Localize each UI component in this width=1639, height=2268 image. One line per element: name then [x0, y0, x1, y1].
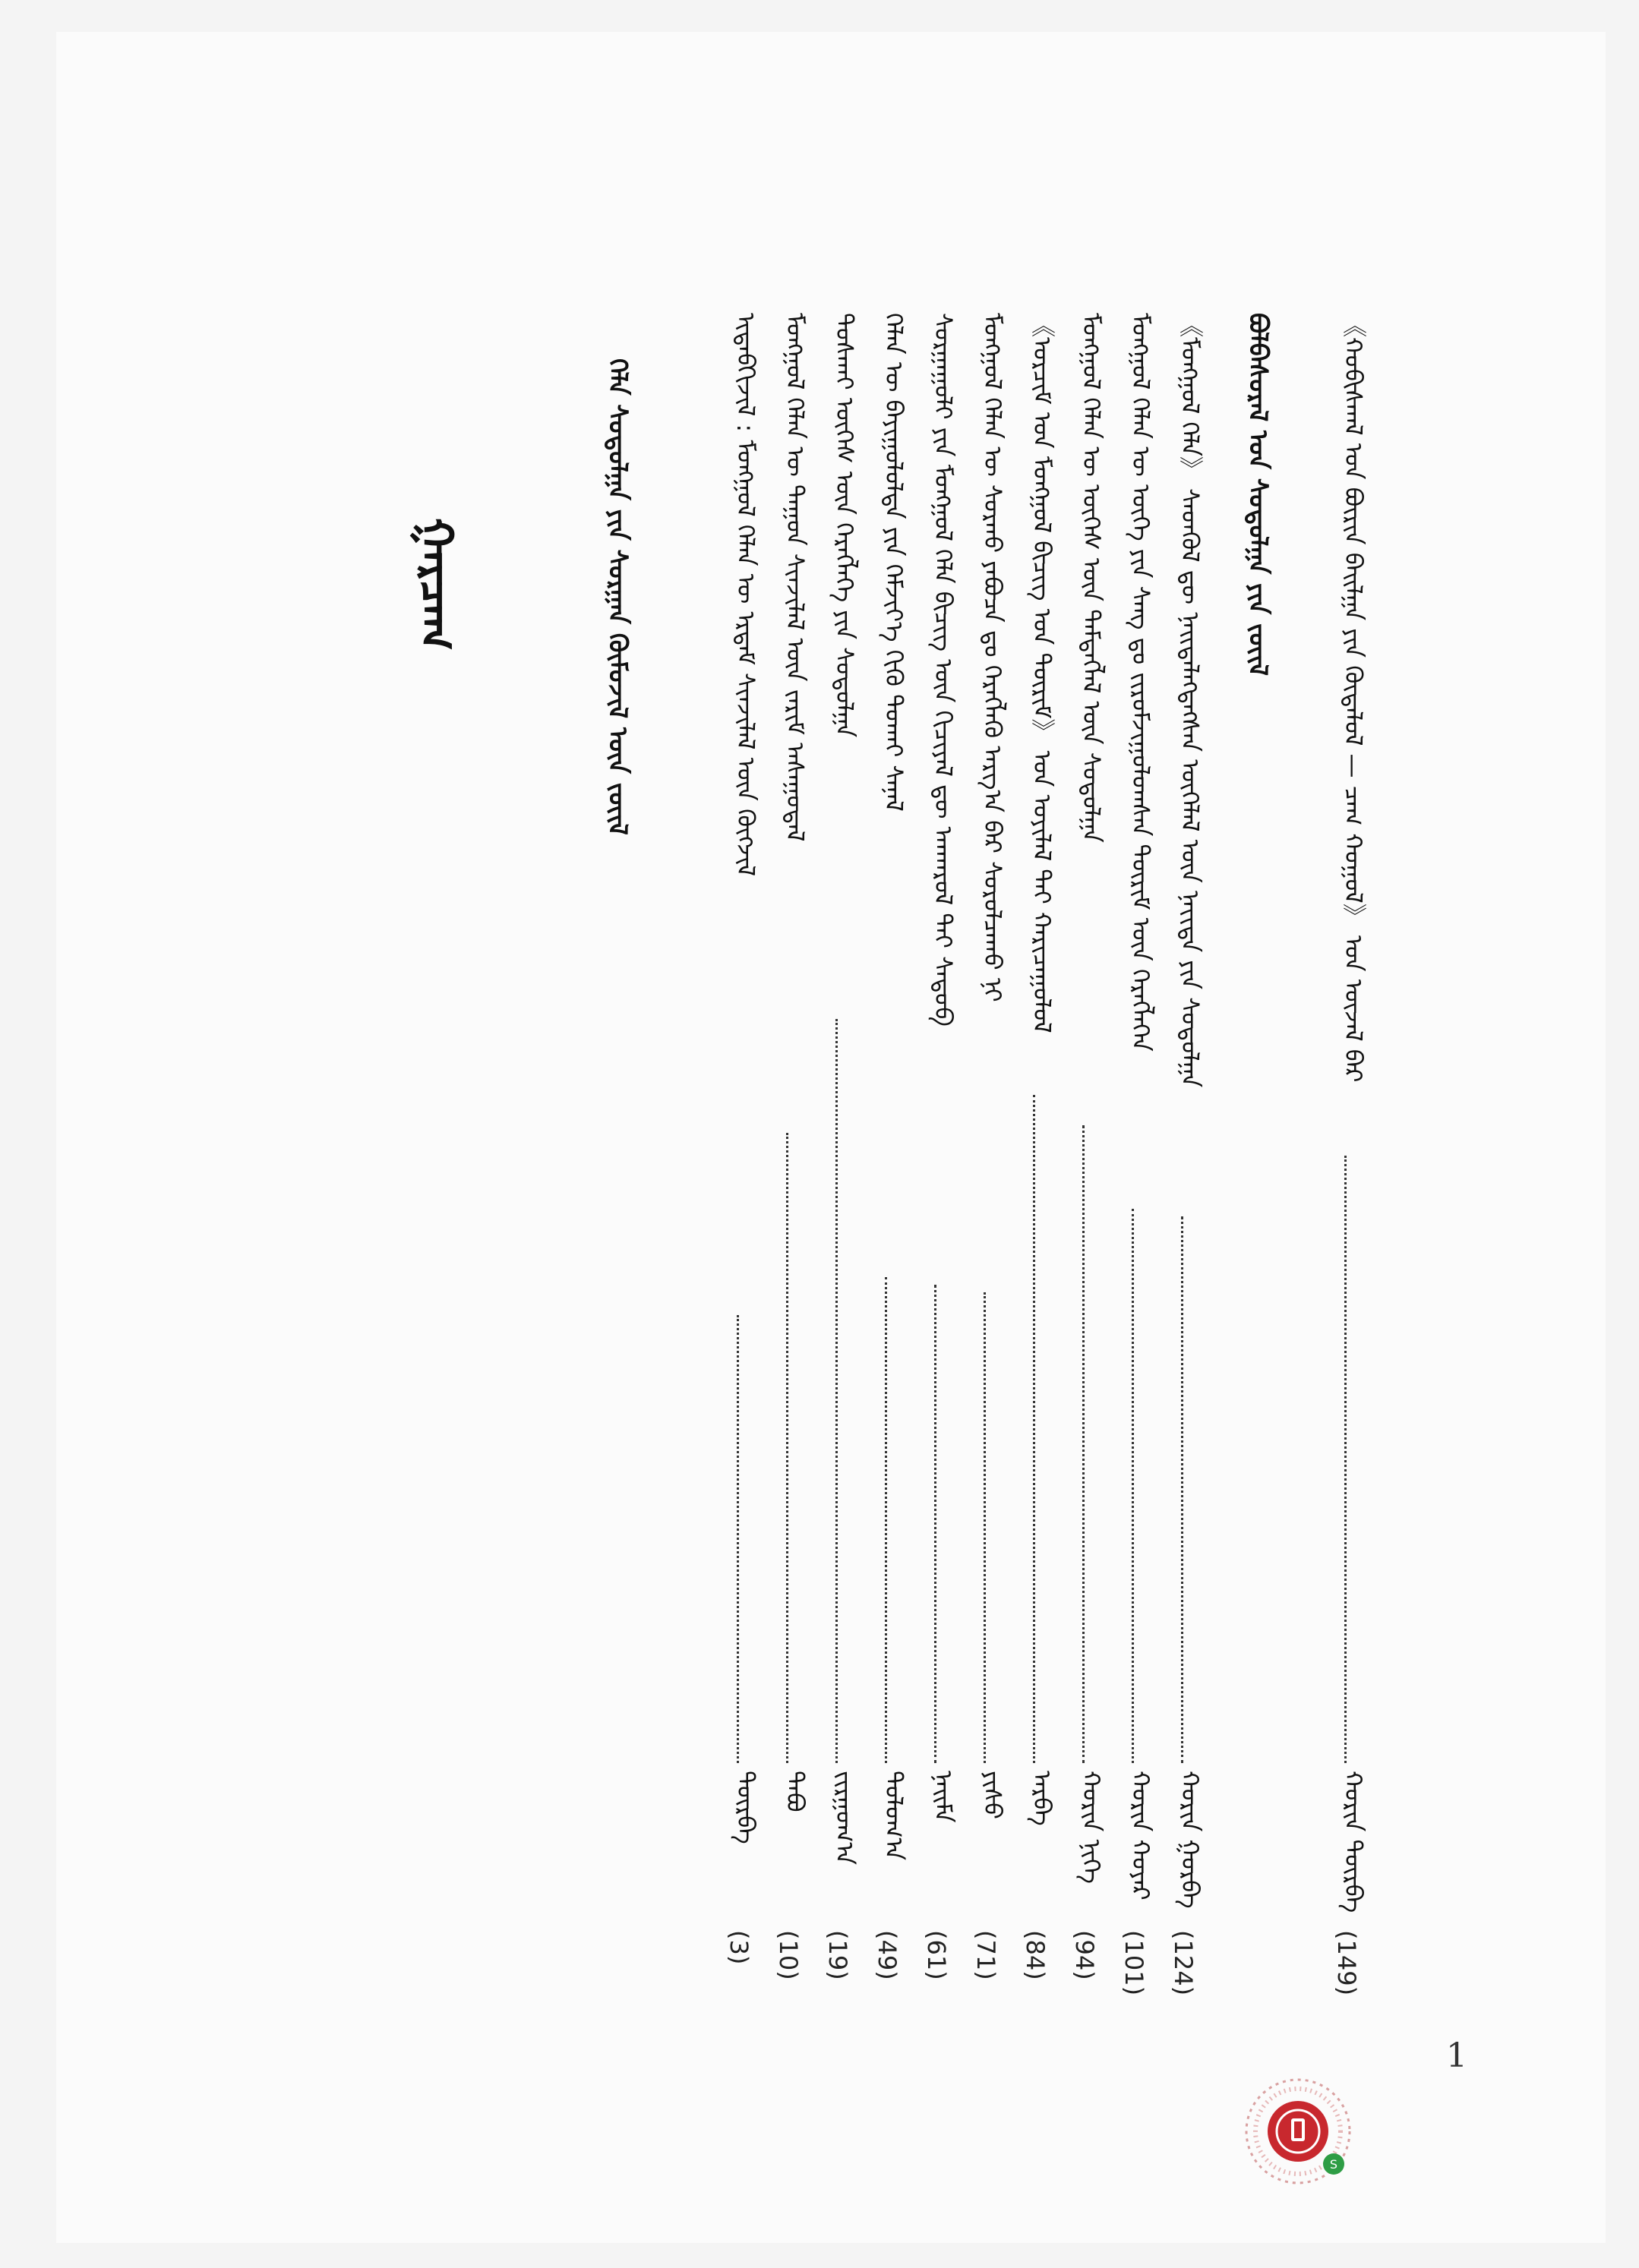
toc-entry-text: 《ᠬᠤᠪᠢᠰᠬᠠᠯ ᠤᠨ ᠪᠦᠷᠢᠨ ᠪᠠᠢᠯᠭᠠ ᠶᠢᠨ ᠬᠦᠳᠡᠯᠦᠯ — ᠴᠠᠭ ᠬᠤᠭᠤᠯ》 ᠤᠨ ᠦᠵᠡᠯ ᠪᠠᠷ [1339, 313, 1368, 1083]
toc-entry-text: ᠮᠣᠩᠭᠣᠯ ᠬᠡᠯᠡᠨ ᠦ ᠦᠭᠡᠰ ᠦᠨ ᠲᠡᠮᠳᠡᠭᠯᠡᠯ ᠦᠨ ᠰᠤᠳᠤᠯᠭᠠ [1077, 313, 1106, 843]
toc-entry-page: (61) [922, 1930, 951, 1980]
toc-entry-page: (149) [1332, 1930, 1361, 1996]
dot-leader [737, 1315, 739, 1763]
dot-leader [1033, 1095, 1035, 1763]
toc-entry-number: ᠲᠠᠪᠤ [781, 1771, 810, 1812]
toc-entry-page: (124) [1169, 1930, 1198, 1996]
toc-entry-page: (10) [774, 1930, 803, 1980]
dot-leader [1344, 1156, 1347, 1763]
toc-entry-page: (49) [873, 1930, 902, 1980]
toc-entry-page: (84) [1021, 1930, 1050, 1980]
section-heading-2: ᠪᠣᠯᠪᠠᠰᠤᠷᠠᠯ ᠤᠨ ᠰᠤᠳᠤᠯᠭᠠ ᠶᠢᠨ ᠵᠦᠢᠯ [1243, 313, 1273, 677]
dot-leader [1181, 1216, 1183, 1763]
toc-entry-number: ᠶᠢᠰᠦ [978, 1771, 1007, 1819]
toc-entry-page: (19) [823, 1930, 852, 1980]
toc-entry-page: (94) [1070, 1930, 1099, 1980]
dot-leader [885, 1277, 887, 1763]
toc-entry-number: ᠳᠣᠯᠣᠭ᠎ᠠ [880, 1771, 908, 1861]
toc-entry-text: ᠮᠣᠩᠭᠣᠯ ᠬᠡᠯᠡᠨ ᠦ ᠳᠠᠭᠤᠨ ᠰᠢᠨᠵᠢᠯᠡᠯ ᠦᠨ ᠵᠠᠷᠢᠮ ᠠᠰᠠᠭᠤᠳᠠᠯ [781, 313, 810, 842]
toc-entry-text: ᠮᠣᠩᠭᠣᠯ ᠬᠡᠯᠡᠨ ᠦ ᠰᠤᠷᠬᠤ ᠶᠠᠪᠤᠴᠠ ᠳᠤ ᠬᠡᠷᠡᠭᠯᠡᠬᠦ ᠠᠷᠭ᠎ᠠ ᠪᠠᠷ ᠰᠤᠷᠤᠯᠴᠠᠬᠤ ᠨᠢ [978, 313, 1007, 1002]
svg-text:S: S [1329, 2157, 1338, 2172]
toc-entry-number: ᠠᠷᠪᠠ [1028, 1771, 1056, 1826]
publisher-stamp-icon [1241, 2074, 1355, 2188]
toc-entry-page: (101) [1120, 1930, 1148, 1996]
toc-entry-text: ᠲᠤᠰᠬᠠᠢ ᠦᠭᠡᠰ ᠦᠨ ᠬᠡᠷᠡᠭᠯᠡᠭᠡ ᠶᠢᠨ ᠰᠤᠳᠤᠯᠭᠠ [830, 313, 859, 738]
toc-entry-text: ᠢᠳᠡᠪᠬᠢᠵᠢᠯ : ᠮᠣᠩᠭᠣᠯ ᠬᠡᠯᠡᠨ ᠦ ᠡᠷᠳᠡᠮ ᠰᠢᠨᠵᠢᠯᠡᠯ ᠦᠨ ᠬᠥᠭᠵᠢᠯ [731, 313, 760, 877]
document-page [56, 32, 1606, 2243]
toc-entry-text: 《ᠮᠣᠩᠭᠣᠯ ᠬᠡᠯᠡ》 ᠰᠡᠳᠬᠦᠯ ᠳᠦ ᠨᠡᠢᠲᠡᠯᠡᠭᠳᠡᠭᠰᠡᠨ ᠦᠭᠡᠯᠡᠯ ᠦᠨ ᠨᠡᠶ᠋ᠢᠲᠡ ᠶᠢᠨ ᠰᠤᠳᠤᠯᠭᠠ [1176, 313, 1205, 1088]
dot-leader [934, 1285, 936, 1763]
toc-entry-number: ᠳᠥᠷᠪᠡ [731, 1771, 760, 1844]
toc-entry-page: (71) [971, 1930, 1000, 1980]
toc-entry-number: ᠬᠤᠷᠢᠨ ᠬᠣᠶᠠᠷ [1126, 1771, 1155, 1901]
toc-entry-text: 《ᠣᠷᠴᠢᠮ ᠤᠨ ᠮᠣᠩᠭᠣᠯ ᠪᠢᠴᠢᠭ ᠤᠨ ᠳᠦᠷᠢᠮ》 ᠤᠨ ᠤᠶᠢᠯᠠᠯ ᠲᠠᠢ ᠬᠠᠷᠢᠴᠠᠭᠤᠯᠤᠯ [1028, 313, 1056, 1033]
toc-entry-page: (3) [725, 1930, 753, 1965]
dot-leader [786, 1133, 788, 1763]
toc-entry-number: ᠬᠤᠷᠢᠨ ᠭᠤᠷᠪᠠ [1176, 1771, 1205, 1909]
page-title: ᠭᠠᠷᠴᠠᠭ [409, 518, 463, 651]
page-number: 1 [1446, 2036, 1467, 2075]
toc-entry-number: ᠬᠤᠷᠢᠨ ᠨᠢᠭᠡ [1077, 1771, 1106, 1884]
dot-leader [984, 1292, 986, 1763]
dot-leader [1132, 1209, 1134, 1763]
toc-entry-text: ᠬᠡᠯᠡᠨ ᠦ ᠪᠠᠶᠢᠭᠤᠯᠤᠯᠲᠠ ᠶᠢᠨ ᠬᠡᠮᠵᠢᠶ᠎ᠡ ᠬᠢᠬᠦ ᠲᠤᠬᠠᠢ ᠰᠠᠨᠠᠯ [880, 313, 908, 812]
toc-entry-text: ᠮᠣᠩᠭᠣᠯ ᠬᠡᠯᠡᠨ ᠦ ᠦᠭᠡ ᠶᠢᠨ ᠰᠠᠩ ᠳᠤ ᠵᠢᠷᠤᠮᠵᠢᠭᠤᠯᠤᠭᠰᠠᠨ ᠳᠦᠷᠢᠮ ᠦᠨ ᠬᠡᠷᠡᠭᠯᠡᠭᠡᠨ [1126, 313, 1155, 1052]
toc-entry-number: ᠬᠤᠷᠢᠨ ᠳᠥᠷᠪᠡ [1339, 1771, 1368, 1913]
dot-leader [1082, 1125, 1085, 1763]
toc-entry-number: ᠵᠢᠷᠭᠤᠭ᠎ᠠ [830, 1771, 859, 1866]
dot-leader [835, 1019, 838, 1763]
section-heading-3: ᠬᠡᠯᠡ ᠰᠤᠳᠤᠯᠭᠠ ᠶᠢᠨ ᠰᠤᠷᠭᠠᠨ ᠬᠦᠮᠦᠵᠢᠯ ᠦᠨ ᠵᠦᠢᠯ [602, 358, 633, 835]
toc-entry-number: ᠨᠠᠢᠮᠠ [929, 1771, 958, 1823]
toc-entry-text: ᠰᠤᠷᠭᠠᠭᠤᠯᠢ ᠶᠢᠨ ᠮᠣᠩᠭᠣᠯ ᠬᠡᠯᠡ ᠪᠢᠴᠢᠭ ᠦᠨ ᠬᠢᠴᠢᠶᠡᠯ ᠳᠦ ᠠᠨᠬᠠᠷᠤᠯ ᠲᠠᠢ ᠰᠡᠳᠦᠪ [929, 313, 958, 1027]
